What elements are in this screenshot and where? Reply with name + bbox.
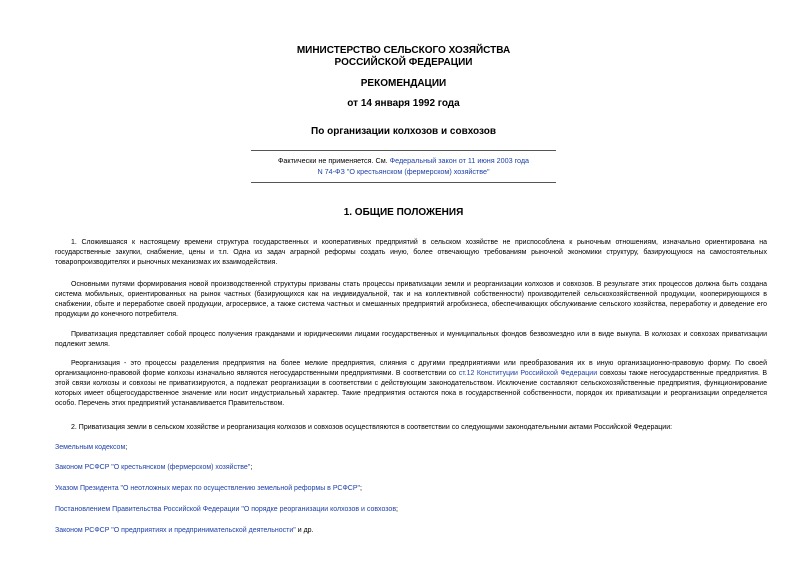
notice-line-1 xyxy=(0,155,807,166)
federal-law-number-link[interactable]: N 74-ФЗ "О крестьянском (фермерском) хозяйстве" xyxy=(317,167,490,176)
paragraph-1: 1. Сложившаяся к настоящему времени структура государственных и кооперативных предприятий в сельском хозяйстве не приспособлена к рыночным отношениям, изначально ориентирована на государственные закупки, снабжение, цены и т.п. Одна из задач аграрной реформы создать иную, более отвечающую требованиям рыночной экономики структуру, базирующуюся на самостоятельных товаропроизводителях и рыночных механизмах их взаимодействия. xyxy=(55,239,767,266)
paragraph-4 xyxy=(55,359,767,409)
document-title: По организации колхозов и совхозов xyxy=(311,126,496,137)
act-item-president-decree xyxy=(55,484,362,494)
government-resolution-link[interactable]: Постановлением Правительства Российской Федерации "О порядке реорганизации колхозов и совхозов xyxy=(55,506,397,513)
act-item-farm-law xyxy=(55,463,252,473)
document-date: от 14 января 1992 года xyxy=(347,98,460,109)
farm-law-link[interactable]: Законом РСФСР "О крестьянском (фермерском) хозяйстве" xyxy=(55,464,251,471)
land-code-link[interactable]: Земельным кодексом xyxy=(55,444,126,451)
notice-top-rule xyxy=(251,150,556,151)
paragraph-2: Основными путями формирования новой производственной структуры призваны стать процессы приватизации земли и реорганизации колхозов и совхозов. В результате этих процессов должна быть создана система мобильных, ориентированных на рынок частных (базирующихся как на индивидуальной, так и на коллективной собственности) производителей сельскохозяйственной продукции, кооперирующихся в снабжении, сбыте и переработке своей продукции, агросервисе, а также система частных и смешанных предприятий агробизнеса, обеспечивающих обслуживание сельского хозяйства, переработку и доведение его продукции до конечного потребителя. xyxy=(55,281,767,318)
act-item-enterprise-law xyxy=(55,526,314,536)
paragraph-4-start: Реорганизация - это процессы разделения предприятия на более мелкие предприятия, слияния с другими предприятиями или преобразования их в иную организационно-правовую форму. По своей организационно-правовой форме колхозы изначально являются негосударственными предприятиями. В соответствии со xyxy=(55,360,767,377)
notice-bottom-rule xyxy=(251,182,556,183)
federal-law-link[interactable]: Федеральный закон от 11 июня 2003 года xyxy=(389,156,530,165)
document-type: РЕКОМЕНДАЦИИ xyxy=(360,78,447,89)
enterprise-law-link[interactable]: Законом РСФСР "О предприятиях и предпринимательской деятельности" xyxy=(55,527,296,534)
act-item-tail: ; xyxy=(360,485,362,492)
act-item-tail: ; xyxy=(125,444,128,451)
ministry-line-1: МИНИСТЕРСТВО СЕЛЬСКОГО ХОЗЯЙСТВА xyxy=(296,45,511,56)
notice-line-2 xyxy=(0,166,807,177)
act-item-tail: и др. xyxy=(295,527,314,534)
act-item-government-resolution xyxy=(55,505,398,515)
paragraph-3: Приватизация представляет собой процесс получения гражданами и юридическими лицами государственных и муниципальных фондов безвозмездно или в виде выкупа. В колхозах и совхозах приватизации подлежит земля. xyxy=(55,331,767,348)
act-item-tail: ; xyxy=(250,464,253,471)
act-item-land-code xyxy=(55,443,127,453)
president-decree-link[interactable]: Указом Президента "О неотложных мерах по осуществлению земельной реформы в РСФСР" xyxy=(55,485,361,492)
section-title: 1. ОБЩИЕ ПОЛОЖЕНИЯ xyxy=(343,207,464,218)
paragraph-5: 2. Приватизация земли в сельском хозяйстве и реорганизация колхозов и совхозов осуществляются в соответствии со следующими законодательными актами Российской Федерации: xyxy=(71,424,673,431)
paragraph-4-end: совхозы также негосударственные предприятия. В этой связи колхозы и совхозы не приватизируются, а подлежат реорганизации в соответствии с действующим законодательством. Исключение составляют сельскохозяйственные предприятия, функционирование которых имеет общегосударственное значение или носит индустриальный характер. Такие предприятия остаются пока в государственной собственности, порядок их приватизации и реорганизации определяется особо. Перечень этих предприятий устанавливается Правительством. xyxy=(55,370,767,407)
constitution-article-link[interactable]: ст.12 Конституции Российской Федерации xyxy=(458,370,598,377)
act-item-tail: ; xyxy=(396,506,398,513)
ministry-line-2: РОССИЙСКОЙ ФЕДЕРАЦИИ xyxy=(334,57,473,68)
notice-text: Фактически не применяется. См. xyxy=(277,156,390,165)
